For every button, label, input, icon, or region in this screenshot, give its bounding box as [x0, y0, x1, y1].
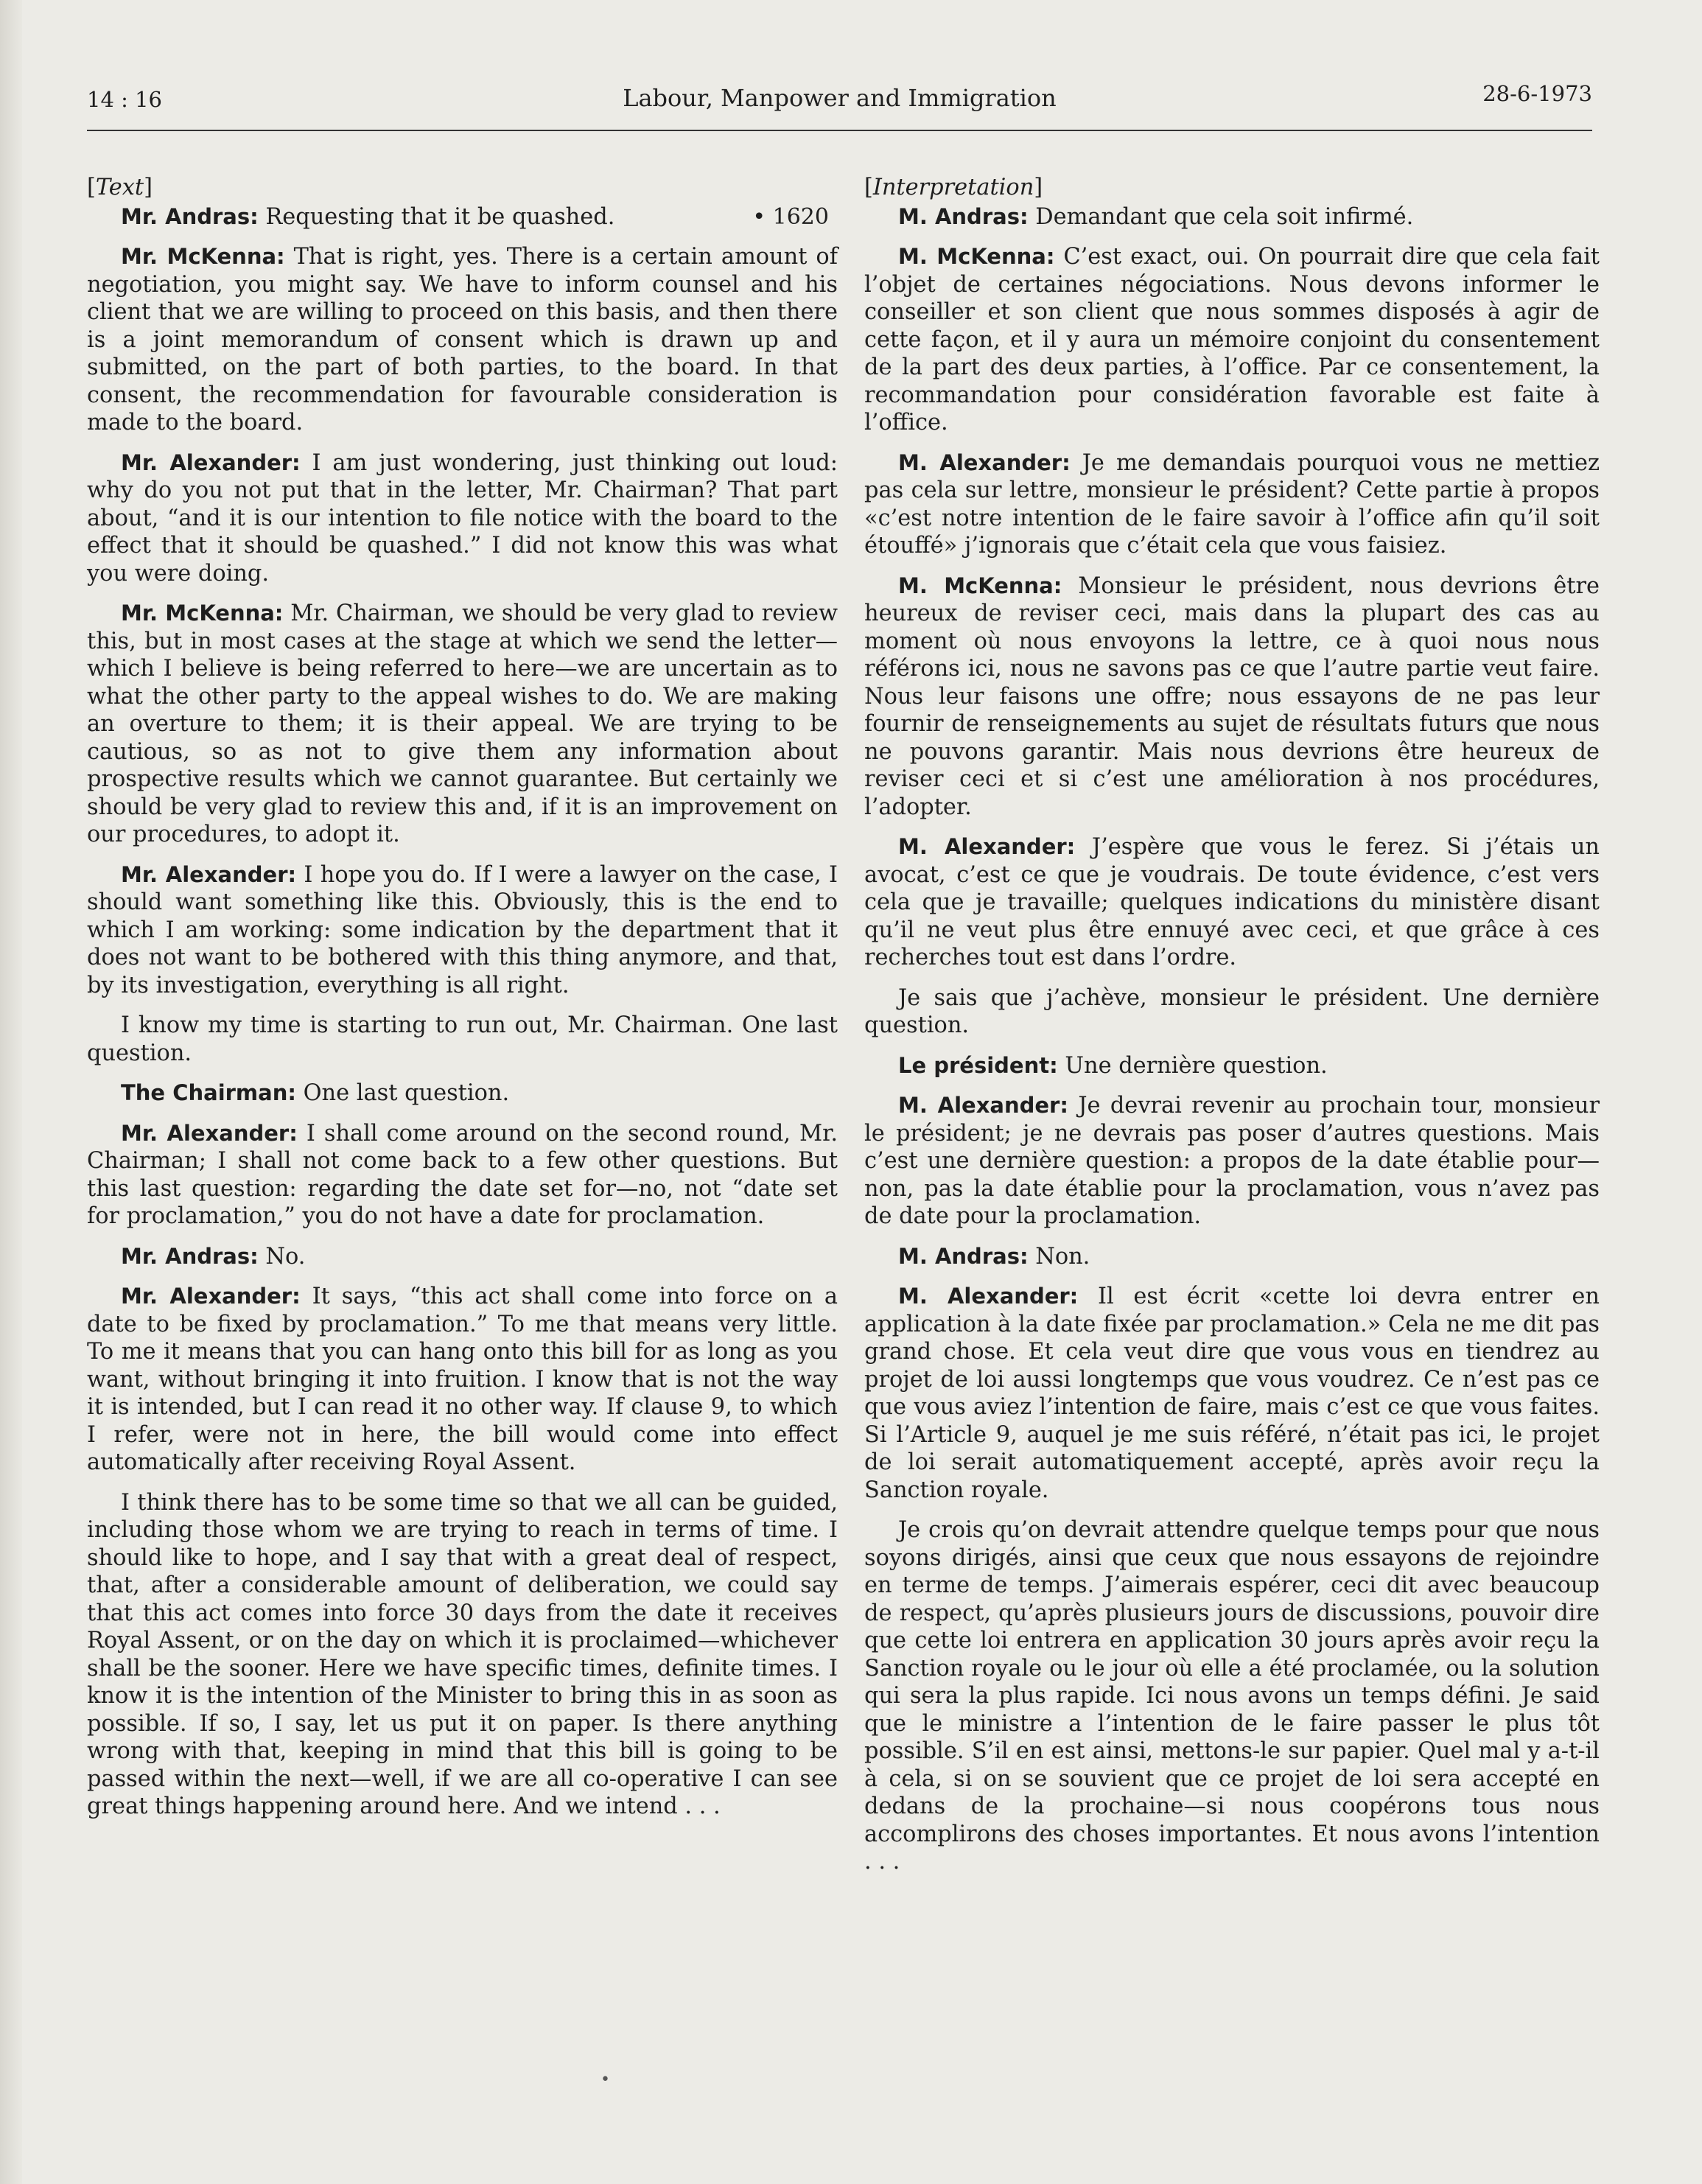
- transcript-paragraph: [87, 1012, 838, 1067]
- transcript-paragraph: [864, 449, 1600, 560]
- transcript-paragraph: [864, 203, 1600, 231]
- speech-text: Je sais que j’achève, monsieur le président. Une dernière question.: [864, 984, 1600, 1038]
- transcript-paragraph: [87, 600, 838, 849]
- speech-text: Requesting that it be quashed.: [258, 203, 615, 230]
- transcript-paragraph: [864, 243, 1600, 437]
- transcript-paragraph: [864, 1052, 1600, 1080]
- transcript-paragraph: [864, 1092, 1600, 1231]
- speech-text: Je devrai revenir au prochain tour, monsieur le président; je ne devrais pas poser d’autres questions. Mais c’est une dernière question: a propos de la date établie pour—non, pas la date établie pour la proclamation, vous n’avez pas de date pour la proclamation.: [864, 1093, 1600, 1229]
- speech-text: I shall come around on the second round, Mr. Chairman; I shall not come back to a few other questions. But this last question: regarding the date set for—no, not “date set for proclamation,” you do not have a date for proclamation.: [87, 1120, 838, 1229]
- speech-text: No.: [258, 1243, 306, 1270]
- speaker-name: M. Alexander:: [898, 834, 1076, 859]
- page-mark: •: [600, 2071, 610, 2089]
- speech-text: I hope you do. If I were a lawyer on the case, I should want something like this. Obviously, this is the end to which I am working: some indication by the department that it does not want to be bothered with this thing anymore, and that, by its investigation, everything is all right.: [87, 861, 838, 998]
- transcript-paragraph: [87, 1120, 838, 1231]
- time-marker: • 1620: [752, 203, 829, 230]
- speech-text: Une dernière question.: [1057, 1052, 1328, 1079]
- transcript-paragraph: [87, 1079, 838, 1107]
- transcript-paragraph: [87, 449, 838, 588]
- right-column-french: [864, 174, 1600, 1876]
- speaker-name: Mr. McKenna:: [121, 601, 284, 626]
- transcript-paragraph: [87, 243, 838, 437]
- transcript-paragraph: [864, 1243, 1600, 1271]
- transcript-paragraph: [864, 1283, 1600, 1504]
- transcript-paragraph: [87, 1489, 838, 1821]
- page-binding-edge: [0, 0, 22, 2184]
- transcript-paragraph: [864, 573, 1600, 822]
- transcript-paragraph: [87, 861, 838, 1000]
- speech-text: C’est exact, oui. On pourrait dire que cela fait l’objet de certaines négociations. Nous devons informer le conseiller et son client que nous sommes disposés à agir de cette façon, et il y aura un mémoire conjoint du consentement de la part des deux parties, à l’office. Par ce consentement, la recommandation pour considération favorable est faite à l’office.: [864, 244, 1600, 435]
- speaker-name: Mr. McKenna:: [121, 244, 285, 269]
- speaker-name: Mr. Alexander:: [121, 1120, 298, 1146]
- transcript-paragraph: [87, 203, 838, 231]
- speech-text: I know my time is starting to run out, Mr. Chairman. One last question.: [87, 1012, 838, 1066]
- speaker-name: M. Alexander:: [898, 1093, 1068, 1118]
- speech-text: Je crois qu’on devrait attendre quelque temps pour que nous soyons dirigés, ainsi que ceux que nous essayons de rejoindre en terme de temps. J’aimerais espérer, ceci dit avec beaucoup de respect, qu’après plusieurs jours de discussions, pouvoir dire que cette loi entrera en application 30 jours après avoir reçu la Sanction royale ou le jour où elle a été proclamée, ou la solution qui sera la plus rapide. Ici nous avons un temps défini. Je said que le ministre a l’intention de le faire passer le plus tôt possible. S’il en est ainsi, mettons-le sur papier. Quel mal y a-t-il à cela, si on se souvient que ce projet de loi sera accepté en dedans de la prochaine—si nous coopérons tous nous accomplirons des choses importantes. Et nous avons l’intention . . .: [864, 1517, 1600, 1875]
- left-column-english: [87, 174, 838, 1821]
- transcript-paragraph: [864, 984, 1600, 1040]
- speech-text: I am just wondering, just thinking out loud: why do you not put that in the letter, Mr. Chairman? That part about, “and it is our intention to file notice with the board to the effect that it should be quashed.” I did not know this was what you were doing.: [87, 449, 838, 587]
- speaker-name: M. McKenna:: [898, 244, 1055, 269]
- speaker-name: Mr. Alexander:: [121, 1284, 301, 1309]
- page-title: Labour, Manpower and Immigration: [623, 84, 1057, 112]
- page-number: 14 : 16: [87, 87, 163, 112]
- speech-text: I think there has to be some time so that we all can be guided, including those whom we are trying to reach in terms of time. I should like to hope, and I say that with a great deal of respect, that, after a considerable amount of deliberation, we could say that this act comes into force 30 days from the date it receives Royal Assent, or on the day on which it is proclaimed—whichever shall be the sooner. Here we have specific times, definite times. I know it is the intention of the Minister to bring this in as soon as possible. If so, I say, let us put it on paper. Is there anything wrong with that, keeping in mind that this bill is going to be passed within the next—well, if we are all co-operative I can see great things happening around here. And we intend . . .: [87, 1489, 838, 1819]
- column-label: [Interpretation]: [864, 175, 1043, 200]
- transcript-paragraph: [864, 1516, 1600, 1876]
- speaker-name: Mr. Alexander:: [121, 861, 297, 887]
- speech-text: Monsieur le président, nous devrions être heureux de reviser ceci, mais dans la plupart des cas au moment où nous envoyons la lettre, ce à quoi nous nous référons ici, nous ne savons pas ce que l’autre partie veut faire. Nous leur faisons une offre; nous essayons de ne pas leur fournir de renseignements au sujet de résultats futurs que nous ne pouvons garantir. Mais nous devrions être heureux de reviser ceci et si c’est une amélioration à nos procédures, l’adopter.: [864, 573, 1600, 820]
- speech-text: One last question.: [295, 1080, 510, 1106]
- transcript-paragraph: [87, 1283, 838, 1477]
- speaker-name: M. Andras:: [898, 203, 1029, 229]
- speaker-name: M. Alexander:: [898, 449, 1071, 475]
- page-date: 28-6-1973: [1482, 81, 1592, 106]
- page-header: [87, 81, 1592, 131]
- speech-text: Il est écrit «cette loi devra entrer en application à la date fixée par proclamation.» Cela ne me dit pas grand chose. Et cela veut dire que vous vous en tiendrez au projet de loi aussi longtemps que vous voudrez. Ce n’est pas ce que vous aviez l’intention de faire, mais c’est ce que vous faites. Si l’Article 9, auquel je me suis référé, n’était pas ici, le projet de loi serait automatiquement accepté, après avoir reçu la Sanction royale.: [864, 1284, 1600, 1503]
- transcript-paragraph: [87, 1243, 838, 1271]
- speech-text: Mr. Chairman, we should be very glad to review this, but in most cases at the stage at which we send the letter—which I believe is being referred to here—we are uncertain as to what the other party to the appeal wishes to do. We are making an overture to them; it is their appeal. We are trying to be cautious, so as not to give them any information about prospective results which we cannot guarantee. But certainly we should be very glad to review this and, if it is an improvement on our procedures, to adopt it.: [87, 601, 838, 847]
- speech-text: That is right, yes. There is a certain amount of negotiation, you might say. We have to inform counsel and his client that we are willing to proceed on this basis, and then there is a joint memorandum of consent which is drawn up and submitted, on the part of both parties, to the board. In that consent, the recommendation for favourable consideration is made to the board.: [87, 244, 838, 435]
- speech-text: Je me demandais pourquoi vous ne mettiez pas cela sur lettre, monsieur le président? Cette partie à propos «c’est notre intention de le faire savoir à l’office afin qu’il soit étouffé» j’ignorais que c’était cela que vous faisiez.: [864, 449, 1600, 559]
- transcript-paragraph: [864, 833, 1600, 972]
- speech-text: J’espère que vous le ferez. Si j’étais un avocat, c’est ce que je voudrais. De toute évidence, c’est vers cela que je travaille; quelques indications du ministère disant qu’il ne veut plus être ennuyé avec ceci, et que grâce à ces recherches tout est dans l’ordre.: [864, 834, 1600, 970]
- column-label: [Text]: [87, 175, 153, 200]
- speaker-name: M. Alexander:: [898, 1284, 1079, 1309]
- speaker-name: Mr. Andras:: [121, 1243, 259, 1269]
- speaker-name: Mr. Alexander:: [121, 449, 301, 475]
- speaker-name: M. McKenna:: [898, 573, 1062, 598]
- speaker-name: Mr. Andras:: [121, 203, 259, 229]
- speech-text: It says, “this act shall come into force on a date to be fixed by proclamation.” To me that means very little. To me it means that you can hang onto this bill for as long as you want, without bringing it into fruition. I know that is not the way it is intended, but I can read it no other way. If clause 9, to which I refer, were not in here, the bill would come into effect automatically after receiving Royal Assent.: [87, 1284, 838, 1475]
- speech-text: Demandant que cela soit infirmé.: [1028, 203, 1414, 230]
- speaker-name: Le président:: [898, 1052, 1058, 1078]
- speaker-name: M. Andras:: [898, 1243, 1029, 1269]
- speaker-name: The Chairman:: [121, 1080, 296, 1105]
- speech-text: Non.: [1028, 1243, 1090, 1270]
